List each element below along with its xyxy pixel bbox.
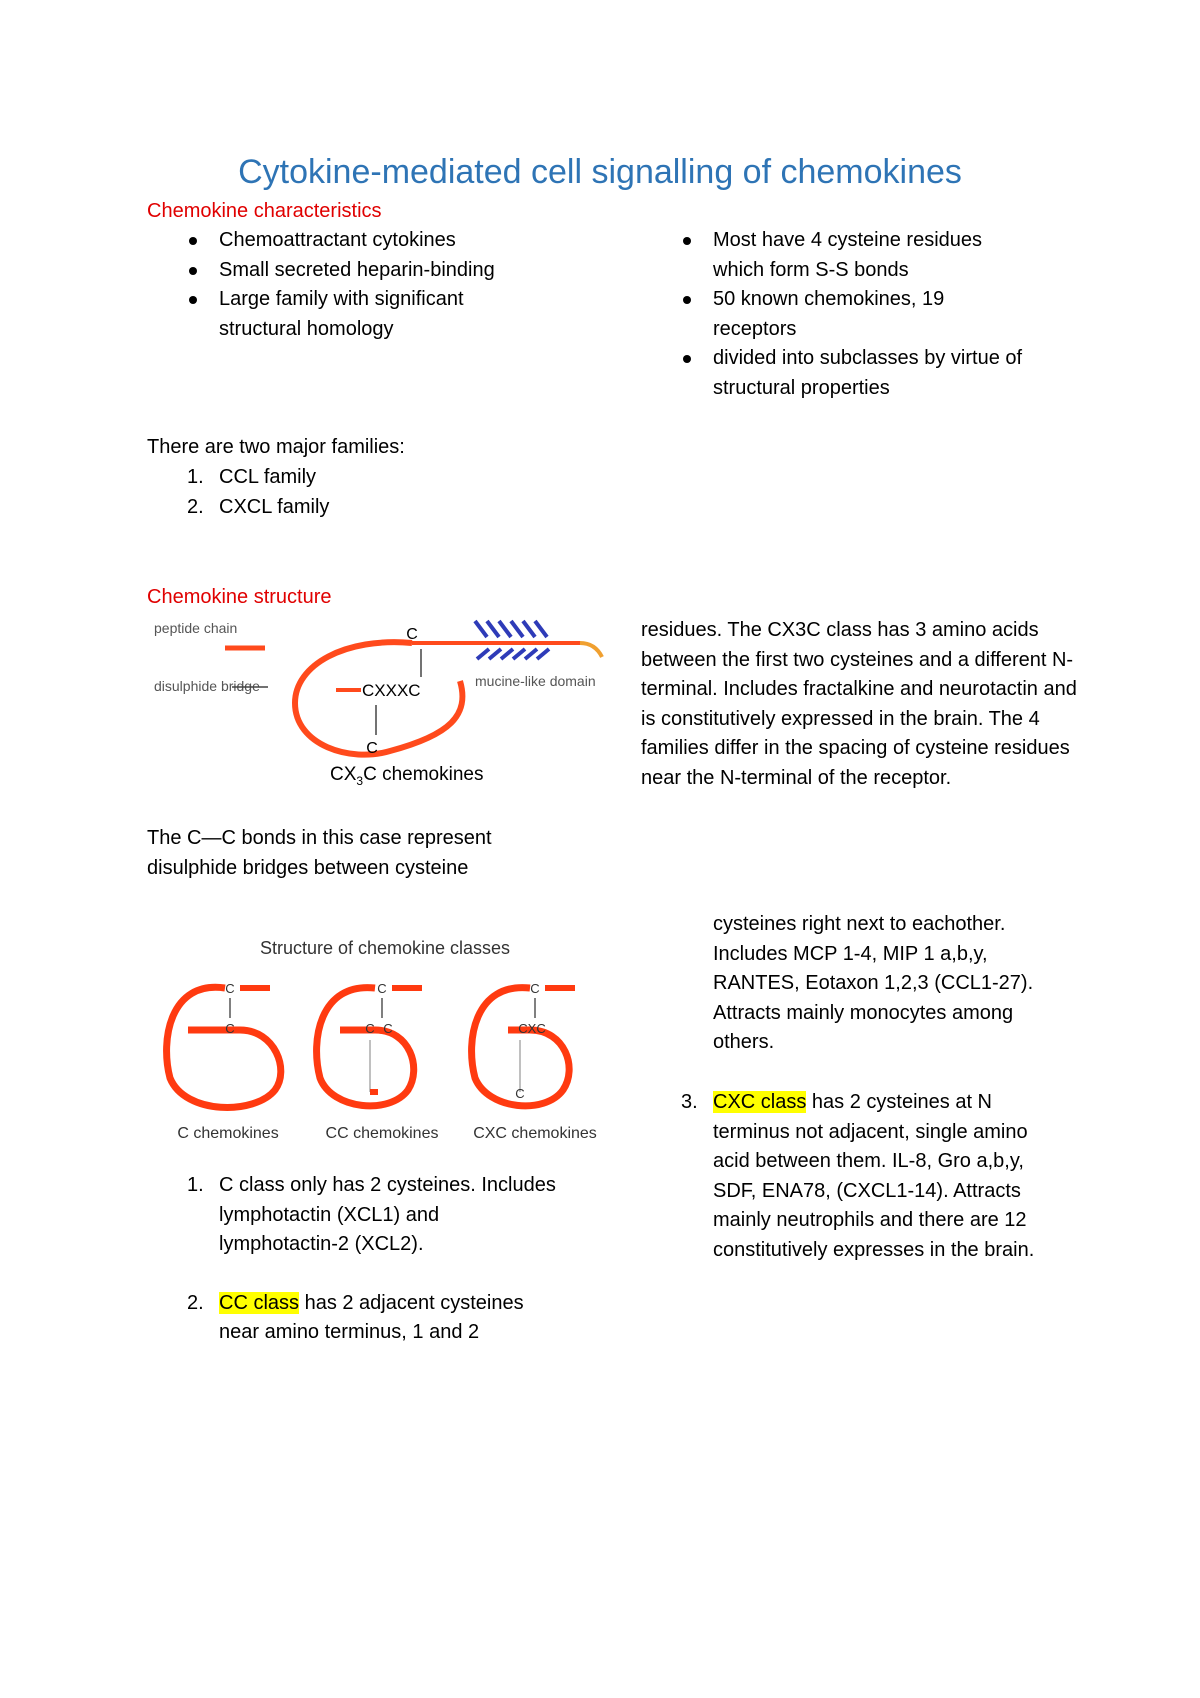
classes-list-left <box>147 1171 587 1348</box>
c-chemokine-diagram <box>167 981 281 1107</box>
chemokine-classes-figure <box>160 930 610 1150</box>
characteristics-heading: Chemokine characteristics <box>147 200 382 222</box>
peptide-tail <box>580 643 602 657</box>
cc-class-highlight: CC class <box>219 1291 300 1314</box>
list-item: divided into subclasses by virtue of structural properties <box>641 344 1081 403</box>
svg-text:mucine-like domain <box>475 673 596 689</box>
cxc-chemokine-diagram <box>472 981 575 1106</box>
characteristics-right-list <box>641 226 1081 403</box>
list-item: Most have 4 cysteine residues which form S-S bonds <box>641 226 1081 285</box>
svg-text:C: C <box>515 1086 525 1101</box>
structure-left-text: The C—C bonds in this case represent disulphide bridges between cysteine <box>147 827 492 879</box>
cx3c-diagram <box>150 615 610 795</box>
list-item-c-class: 1. C class only has 2 cysteines. Includes lymphotactin (XCL1) and lymphotactin-2 (XCL2). <box>187 1174 556 1255</box>
list-item: 50 known chemokines, 19 receptors <box>641 285 1081 344</box>
svg-text:C: C <box>383 1021 393 1036</box>
c-chemokines-label: C chemokines <box>177 1125 279 1142</box>
disulphide-bridge-label: disulphide bridge <box>154 678 260 694</box>
list-item: Small secreted heparin-binding <box>147 256 587 286</box>
cysteine-bottom-label: C <box>366 740 378 757</box>
svg-text:disulphide bridge <box>154 678 260 694</box>
svg-text:C: C <box>225 981 235 996</box>
structure-right-text: residues. The CX3C class has 3 amino acids between the first two cysteines and a different N-terminal. Includes fractalkine and neurotactin and is constitutively expressed in the brain. The 4 families differ in the spacing of cysteine residues near the N-terminal of the receptor. <box>641 619 1077 789</box>
families-list <box>147 463 587 522</box>
cc-class-continuation: cysteines right next to eachother. Includes MCP 1-4, MIP 1 a,b,y, RANTES, Eotaxon 1,2,3 (CCL1-27). Attracts mainly monocytes among others. <box>713 913 1034 1053</box>
list-item-cxc-class: 3. CXC class has 2 cysteines at N terminus not adjacent, single amino acid between them. IL-8, Gro a,b,y, SDF, ENA78, (CXCL1-14). Attracts mainly neutrophils and there are 12 constitutively expresses in the brain. <box>681 1091 1035 1261</box>
cxc-class-highlight: CXC class <box>713 1091 807 1113</box>
cc-chemokine-diagram <box>317 981 422 1106</box>
structure-heading: Chemokine structure <box>147 586 332 608</box>
svg-text:C: C <box>225 1021 235 1036</box>
cx3c-caption: $CX_3C$ chemokines <box>330 764 484 788</box>
page-title: Cytokine-mediated cell signalling of chemokines <box>238 153 962 191</box>
families-intro: There are two major families: <box>147 436 405 458</box>
svg-text:CXC: CXC <box>518 1021 546 1036</box>
list-item-cc-class: 2. CC class has 2 adjacent cysteines near amino terminus, 1 and 2 <box>187 1291 524 1343</box>
svg-text:C: C <box>377 981 387 996</box>
classes-list-right <box>641 1088 1081 1265</box>
cc-chemokines-label: CC chemokines <box>325 1125 439 1142</box>
mucin-domain-label: mucine-like domain <box>475 673 596 689</box>
cxxxc-label: CXXXC <box>362 681 421 700</box>
svg-text:C: C <box>365 1021 375 1036</box>
list-item: 2. CXCL family <box>187 495 330 518</box>
classes-figure-title: Structure of chemokine classes <box>259 938 511 958</box>
list-item: Large family with significant structural homology <box>147 285 587 344</box>
svg-text:C: C <box>530 981 540 996</box>
svg-text:peptide chain <box>154 620 237 636</box>
peptide-chain-label: peptide chain <box>154 620 238 636</box>
cxc-chemokines-label: CXC chemokines <box>473 1125 597 1142</box>
mucin-hatching <box>475 621 549 659</box>
list-item: 1. CCL family <box>187 466 317 488</box>
cysteine-top-label: C <box>406 626 418 643</box>
characteristics-left-list <box>147 226 587 344</box>
list-item: Chemoattractant cytokines <box>147 226 587 256</box>
